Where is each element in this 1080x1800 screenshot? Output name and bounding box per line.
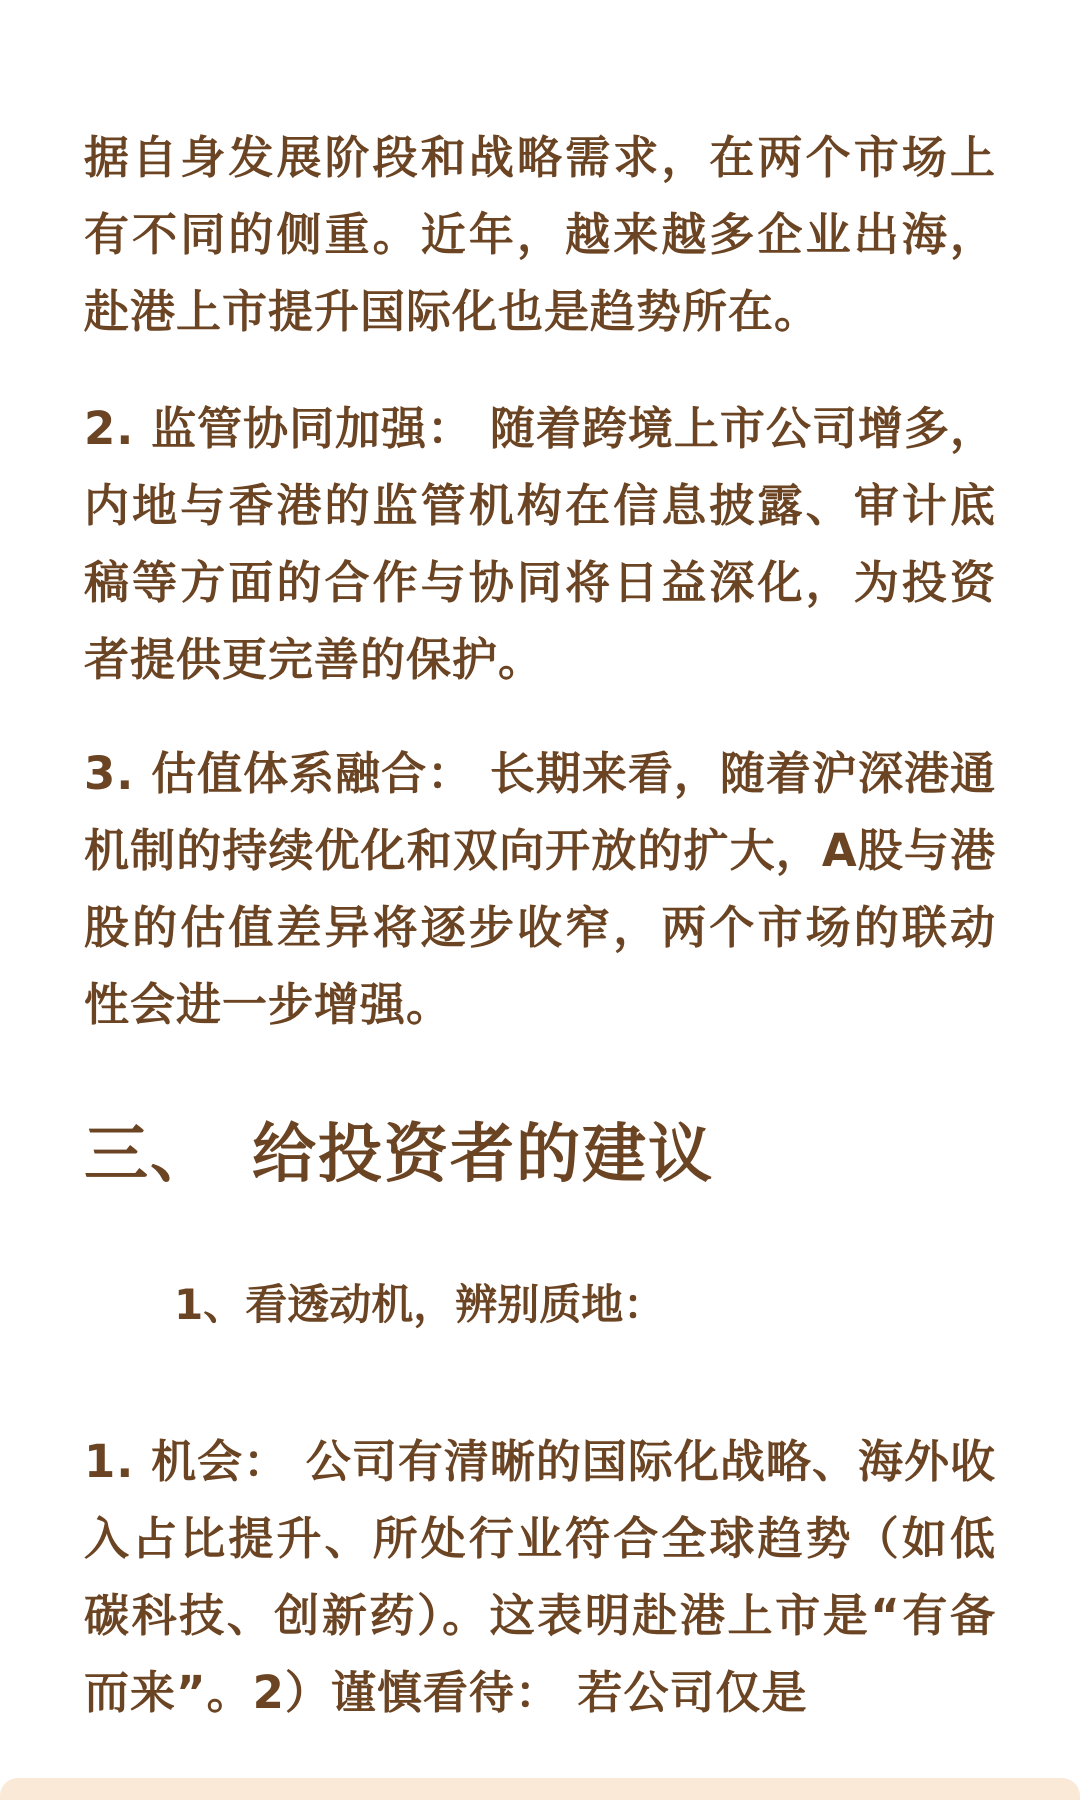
- sub-heading: 1、看透动机，辨别质地：: [174, 1280, 666, 1329]
- bottom-bar: [0, 1778, 1080, 1800]
- paragraph-intro: 据自身发展阶段和战略需求，在两个市场上有不同的侧重。近年，越来越多企业出海，赴港上市提升国际化也是趋势所在。: [84, 131, 996, 338]
- paragraph-valuation: 3. 估值体系融合： 长期来看，随着沪深港通机制的持续优化和双向开放的扩大，A股与港股的估值差异将逐步收窄，两个市场的联动性会进一步增强。: [84, 747, 996, 1031]
- section-heading: [84, 1115, 714, 1195]
- section-number: 三、: [84, 1118, 216, 1192]
- paragraph-opportunity: 1. 机会： 公司有清晰的国际化战略、海外收入占比提升、所处行业符合全球趋势（如低碳科技、创新药）。这表明赴港上市是“有备而来”。2）谨慎看待： 若公司仅是: [84, 1435, 996, 1719]
- paragraph-regulation: 2. 监管协同加强： 随着跨境上市公司增多，内地与香港的监管机构在信息披露、审计底稿等方面的合作与协同将日益深化，为投资者提供更完善的保护。: [84, 402, 996, 686]
- section-title: 给投资者的建议: [252, 1118, 714, 1192]
